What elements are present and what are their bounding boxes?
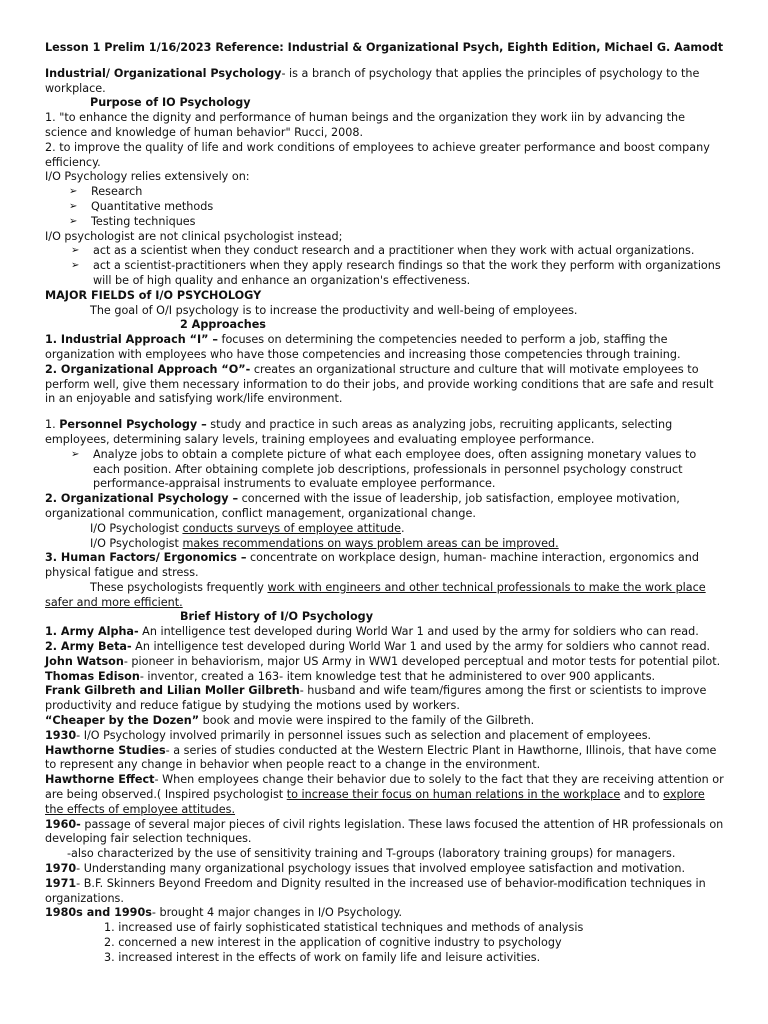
human-factors-line-underlined: work with engineers and other technical professionals to make the work place safer and more efficient.	[45, 580, 706, 609]
hawthorne-effect-text-2: and to	[620, 788, 664, 802]
relies-item	[45, 200, 725, 215]
document-title: Lesson 1 Prelim 1/16/2023 Reference: Industrial & Organizational Psych, Eighth Edition, Michael G. Aamodt	[45, 41, 724, 54]
relies-item-text: Quantitative methods	[91, 199, 214, 213]
y1960-label: 1960-	[45, 817, 81, 831]
document-page	[45, 41, 725, 966]
organizational-approach-label: 2. Organizational Approach “O”-	[45, 362, 251, 376]
army-beta-label: 2. Army Beta-	[45, 640, 132, 654]
major-fields-goal: The goal of O/I psychology is to increase the productivity and well-being of employees.	[90, 303, 578, 317]
relies-item	[45, 215, 725, 230]
not-clinical-item	[45, 244, 725, 259]
watson-text: - pioneer in behaviorism, major US Army in WW1 developed perceptual and motor tests for potential pilot.	[123, 654, 721, 668]
personnel-number: 1.	[45, 418, 60, 432]
not-clinical-item	[45, 259, 725, 289]
definition-text: - is a branch of psychology that applies the principles of psychology to the workplace.	[45, 66, 700, 95]
history-hawthorne-effect	[45, 773, 725, 817]
purpose-item-1: 1. "to enhance the dignity and performance of human beings and the organization they work iin by advancing the science and knowledge of human behavior" Rucci, 2008.	[45, 111, 685, 139]
human-factors	[45, 551, 725, 581]
personnel-psychology	[45, 418, 725, 448]
spacer	[45, 56, 725, 67]
history-army-beta	[45, 640, 725, 655]
history-dozen	[45, 714, 725, 729]
personnel-bullet	[45, 448, 725, 492]
history-1960-also: -also characterized by the use of sensitivity training and T-groups (laboratory training groups) for managers.	[67, 847, 676, 861]
arrow-bullet-icon: ➢	[69, 186, 78, 198]
change-item: 2. concerned a new interest in the application of cognitive industry to psychology	[104, 936, 562, 950]
edison-label: Thomas Edison	[45, 669, 140, 683]
history-army-alpha	[45, 625, 725, 640]
gilbreth-label: Frank Gilbreth and Lilian Moller Gilbreth	[45, 684, 300, 698]
history-edison	[45, 670, 725, 685]
human-factors-line-prefix: These psychologists frequently	[90, 580, 268, 594]
history-1930	[45, 729, 725, 744]
arrow-bullet-icon: ➢	[71, 260, 80, 272]
history-1970	[45, 862, 725, 877]
y1970-text: - Understanding many organizational psychology issues that involved employee satisfaction and motivation.	[76, 862, 686, 876]
hawthorne-effect-underlined-1: to increase their focus on human relations in the workplace	[286, 788, 621, 802]
personnel-bullet-text: Analyze jobs to obtain a complete picture of what each employee does, often assigning monetary values to each position. After obtaining complete job descriptions, professionals in personnel psychology construct performance-appraisal instruments to evaluate employee performance.	[93, 447, 697, 491]
organizational-approach-text: creates an organizational structure and culture that will motivate employees to perform well, give them necessary information to do their jobs, and provide working conditions that are safe and result in an enjoyable and satisfying work/life environment.	[45, 362, 714, 406]
orgpsy-label: 2. Organizational Psychology –	[45, 492, 239, 506]
not-clinical-item-text: act as a scientist when they conduct research and a practitioner when they work with actual organizations.	[93, 244, 695, 258]
purpose-item-2: 2. to improve the quality of life and work conditions of employees to achieve greater performance and boost company efficiency.	[45, 140, 710, 169]
y1970-label: 1970	[45, 862, 77, 876]
relies-item	[45, 185, 725, 200]
organizational-approach	[45, 363, 725, 407]
arrow-bullet-icon: ➢	[71, 448, 80, 460]
y1980-text: - brought 4 major changes in I/O Psychology.	[151, 906, 403, 920]
personnel-text: study and practice in such areas as analyzing jobs, recruiting applicants, selecting employees, determining salary levels, training employees and evaluating employee performance.	[45, 418, 673, 446]
orgpsy-line-2-underlined: makes recommendations on ways problem areas can be improved.	[182, 536, 559, 550]
human-factors-text: concentrate on workplace design, human- machine interaction, ergonomics and physical fatigue and stress.	[45, 551, 699, 580]
arrow-bullet-icon: ➢	[69, 200, 78, 212]
y1971-text: - B.F. Skinners Beyond Freedom and Dignity resulted in the increased use of behavior-modification techniques in organizations.	[45, 876, 706, 905]
human-factors-line	[45, 581, 725, 611]
orgpsy-line-2	[45, 537, 725, 552]
history-watson	[45, 655, 725, 670]
purpose-heading: Purpose of IO Psychology	[90, 96, 251, 110]
y1960-text: passage of several major pieces of civil rights legislation. These laws focused the attention of HR professionals on developing fair selection techniques.	[45, 817, 724, 846]
history-1980s	[45, 906, 725, 921]
definition-paragraph	[45, 67, 725, 97]
personnel-label: Personnel Psychology –	[59, 418, 207, 432]
orgpsy-text: concerned with the issue of leadership, job satisfaction, employee motivation, organizational communication, conflict management, organizational change.	[45, 492, 680, 520]
history-hawthorne-studies	[45, 744, 725, 774]
y1980-label: 1980s and 1990s	[45, 906, 152, 920]
not-clinical-intro: I/O psychologist are not clinical psychologist instead;	[45, 229, 343, 243]
orgpsy-line-1	[45, 522, 725, 537]
history-heading: Brief History of I/O Psychology	[180, 610, 373, 624]
industrial-approach-label: 1. Industrial Approach “I” –	[45, 333, 218, 347]
spacer	[45, 407, 725, 418]
relies-intro: I/O Psychology relies extensively on:	[45, 170, 250, 184]
hawthorne-studies-text: - a series of studies conducted at the Western Electric Plant in Hawthorne, Illinois, that have come to represent any change in behavior when people react to a change in the environment.	[45, 743, 717, 772]
relies-item-text: Research	[91, 185, 143, 199]
organizational-psychology	[45, 492, 725, 522]
arrow-bullet-icon: ➢	[69, 215, 78, 227]
history-1971	[45, 877, 725, 907]
industrial-approach	[45, 333, 725, 363]
change-item: 1. increased use of fairly sophisticated statistical techniques and methods of analysis	[104, 921, 584, 935]
major-fields-heading: MAJOR FIELDS of I/O PSYCHOLOGY	[45, 288, 262, 302]
hawthorne-effect-label: Hawthorne Effect	[45, 773, 155, 787]
army-beta-text: An intelligence test developed during World War 1 and used by the army for soldiers who cannot read.	[131, 640, 711, 654]
orgpsy-line-1-suffix: .	[401, 521, 405, 535]
not-clinical-item-text: act a scientist-practitioners when they apply research findings so that the work they perform with organizations will be of high quality and enhance an organization's effectiveness.	[93, 259, 721, 287]
industrial-approach-text: focuses on determining the competencies needed to perform a job, staffing the organization with employees who have those competencies and increasing those competencies through training.	[45, 333, 681, 361]
hawthorne-effect-text: - When employees change their behavior due to solely to the fact that they are receiving attention or are being observed.( Inspired psychologist	[45, 773, 724, 802]
history-gilbreth	[45, 684, 725, 714]
y1971-label: 1971	[45, 876, 77, 890]
y1930-text: - I/O Psychology involved primarily in personnel issues such as selection and placement of employees.	[76, 728, 652, 742]
watson-label: John Watson	[45, 654, 124, 668]
edison-text: - inventor, created a 163- item knowledge test that he administered to over 900 applicants.	[139, 669, 656, 683]
hawthorne-studies-label: Hawthorne Studies	[45, 743, 166, 757]
relies-item-text: Testing techniques	[91, 214, 196, 228]
army-alpha-text: An intelligence test developed during World War 1 and used by the army for soldiers who can read.	[138, 625, 699, 639]
arrow-bullet-icon: ➢	[71, 245, 80, 257]
history-1960	[45, 818, 725, 848]
dozen-text: book and movie were inspired to the family of the Gilbreth.	[199, 714, 535, 728]
y1930-label: 1930	[45, 728, 77, 742]
definition-term: Industrial/ Organizational Psychology	[45, 66, 282, 80]
human-factors-label: 3. Human Factors/ Ergonomics –	[45, 551, 247, 565]
orgpsy-line-1-prefix: I/O Psychologist	[90, 521, 183, 535]
army-alpha-label: 1. Army Alpha-	[45, 625, 139, 639]
orgpsy-line-2-prefix: I/O Psychologist	[90, 536, 183, 550]
approaches-heading: 2 Approaches	[180, 318, 266, 332]
orgpsy-line-1-underlined: conducts surveys of employee attitude	[182, 521, 401, 535]
dozen-label: “Cheaper by the Dozen”	[45, 714, 200, 728]
gilbreth-text: - husband and wife team/figures among the first or scientists to improve productivity and reduce fatigue by studying the motions used by workers.	[45, 684, 707, 713]
hawthorne-effect-underlined-2: explore the effects of employee attitudes.	[45, 788, 705, 816]
change-item: 3. increased interest in the effects of work on family life and leisure activities.	[104, 950, 541, 964]
